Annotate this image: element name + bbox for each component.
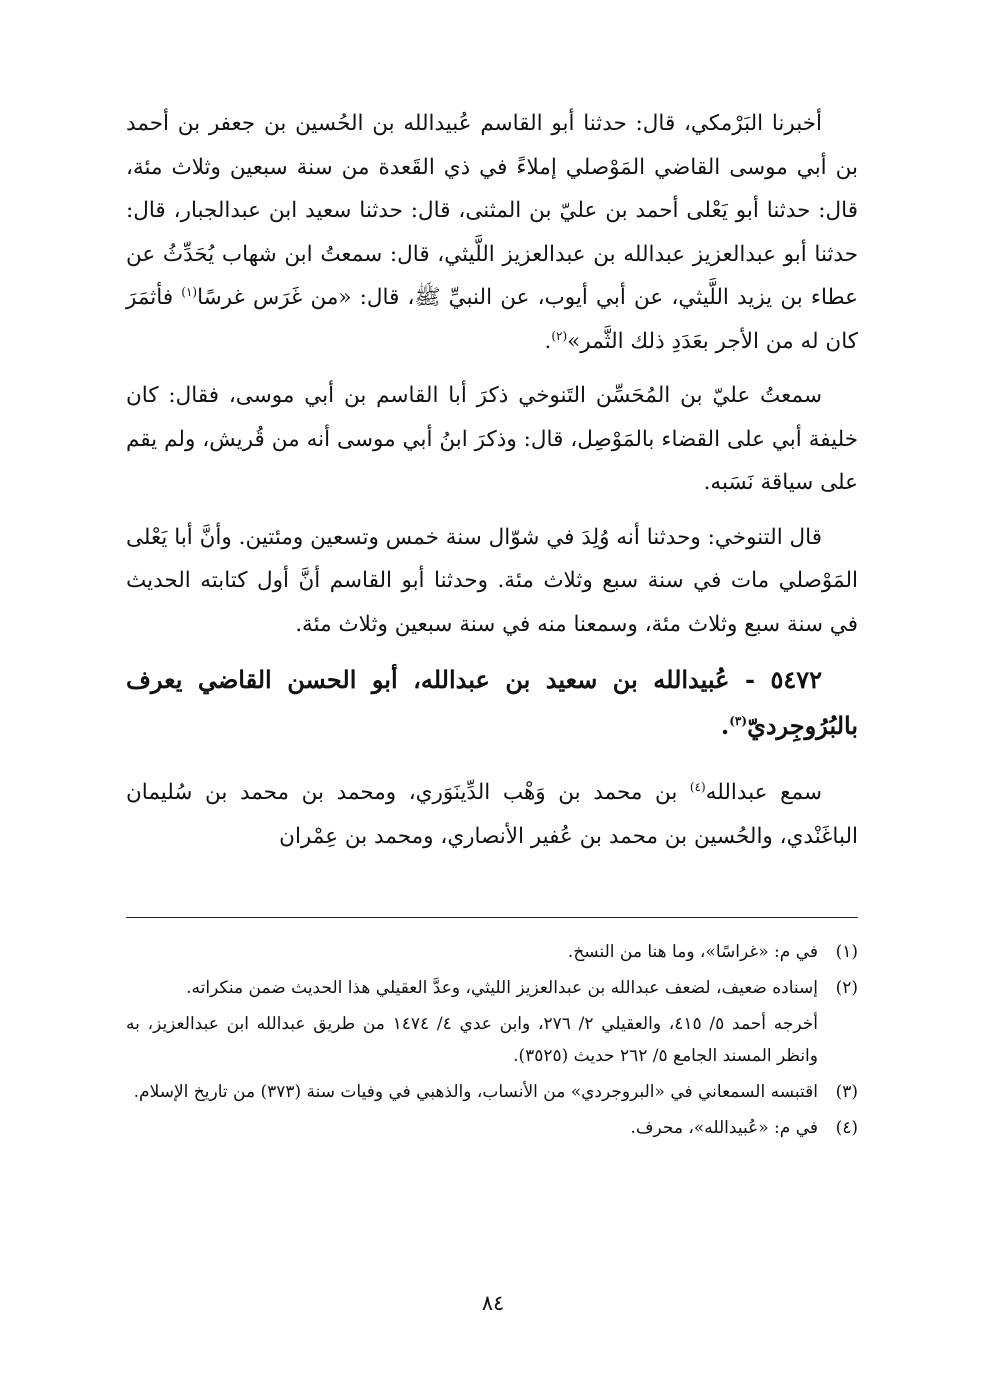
footnote-text: اقتبسه السمعاني في «البروجردي» من الأنساب، والذهبي في وفيات سنة (٣٧٣) من تاريخ الإسلام. (133, 1082, 818, 1102)
footnote-text: في م: «عُبيدالله»، محرف. (630, 1118, 818, 1138)
footnote-number: (٤) (835, 1118, 858, 1138)
entry-heading-text: ٥٤٧٢ - عُبيدالله بن سعيد بن عبدالله، أبو الحسن القاضي يعرف بالبُرُوجِرديّ (126, 665, 858, 740)
footnote-text: إسناده ضعيف، لضعف عبدالله بن عبدالعزيز الليثي، وعدَّ العقيلي هذا الحديث ضمن منكراته. (186, 978, 818, 998)
paragraph-birth-death (126, 516, 858, 647)
footnote-ref-4[interactable]: (٤) (689, 779, 706, 794)
page-number: ٨٤ (481, 1291, 505, 1315)
footnotes (126, 936, 858, 1148)
footnote-divider (126, 917, 858, 918)
paragraph-text: سمع عبدالله (705, 780, 822, 805)
footnote-2-continuation: أخرجه أحمد ٥/ ٤١٥، والعقيلي ٢/ ٢٧٦، وابن عدي ٤/ ١٤٧٤ من طريق عبدالله ابن عبدالعزيز، به وانظر المسند الجامع ٥/ ٢٦٢ حديث (٣٥٢٥). (126, 1014, 818, 1066)
paragraph-text: قال التنوخي: وحدثنا أنه وُلِدَ في شوّال سنة خمس وتسعين ومئتين. وأنَّ أبا يَعْلى المَوْصلي مات في سنة سبع وثلاث مئة. وحدثنا أبو القاسم أنَّ أول كتابته الحديث في سنة سبع وثلاث مئة، وسمعنا منه في سنة سبعين وثلاث مئة. (126, 524, 858, 637)
entry-heading (126, 657, 858, 749)
paragraph-text: . (544, 328, 552, 354)
paragraph-text: فأثمَرَ كان له من الأجر بعَدَدِ ذلك الثَّمر» (126, 285, 858, 354)
paragraph-text: بن محمد بن وَهْب الدِّينَوَري، ومحمد بن محمد بن سُليمان الباغَنْدي، والحُسين بن محمد بن عُفير الأنصاري، ومحمد بن عِمْران (126, 780, 858, 849)
paragraph-hadith (126, 102, 858, 363)
paragraph-text: أخبرنا البَرْمكي، قال: حدثنا أبو القاسم عُبيدالله بن الحُسين بن جعفر بن أحمد بن أبي موسى القاضي المَوْصلي إملاءً في ذي القَعدة من سنة سبعين وثلاث مئة، قال: حدثنا أبو يَعْلى أحمد بن عليّ بن المثنى، قال: حدثنا سعيد ابن عبدالجبار، قال: حدثنا أبو عبدالعزيز عبدالله بن عبدالعزيز اللَّيثي، قال: سمعتُ ابن شهاب يُحَدِّثُ عن عطاء بن يزيد اللَّيثي، عن أبي أيوب، عن النبيِّ ﷺ، قال: «من غَرَس غرسًا (126, 111, 858, 310)
footnote-ref-3[interactable]: (٣) (729, 714, 748, 728)
footnote-number: (٢) (835, 978, 858, 998)
footnote-3 (126, 1076, 858, 1108)
footnote-text: في م: «غراسًا»، وما هنا من النسخ. (567, 942, 818, 962)
entry-heading-end: . (720, 711, 730, 740)
main-text (126, 102, 858, 869)
paragraph-entry-body (126, 771, 858, 858)
footnote-ref-1[interactable]: (١) (181, 284, 198, 299)
footnote-4 (126, 1112, 858, 1144)
paragraph-tanukhi (126, 374, 858, 505)
footnote-1 (126, 936, 858, 968)
paragraph-text: سمعتُ عليّ بن المُحَسِّن التَنوخي ذكرَ أبا القاسم بن أبي موسى، فقال: كان خليفة أبي على القضاء بالمَوْصِل، قال: وذكرَ ابنُ أبي موسى أنه من قُريش، ولم يقم على سياقة نَسَبه. (126, 383, 858, 495)
footnote-number: (١) (835, 942, 858, 962)
footnote-2 (126, 972, 858, 1004)
footnote-ref-2[interactable]: (٢) (551, 328, 568, 343)
footnote-number: (٣) (835, 1082, 858, 1102)
